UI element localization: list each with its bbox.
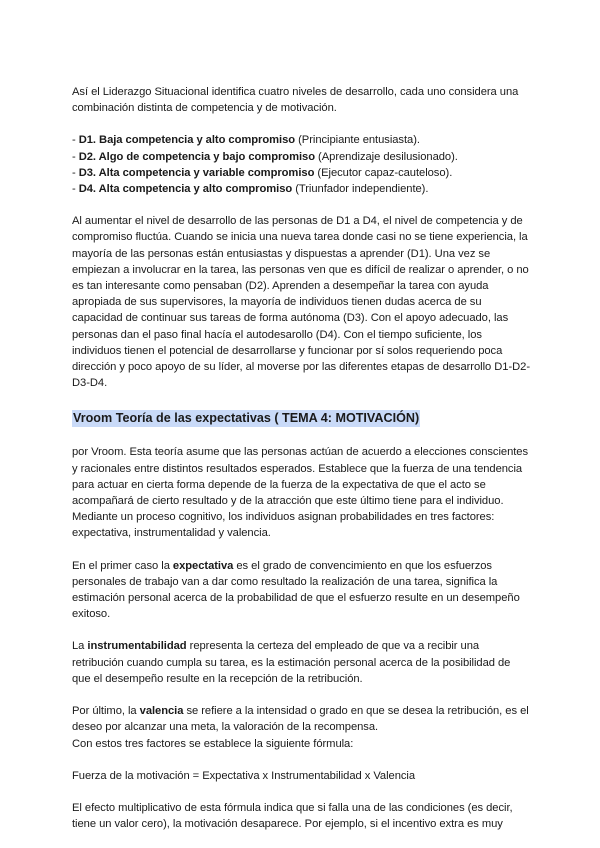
list-item: - D4. Alta competencia y alto compromiso (Triunfador independiente). [72, 183, 429, 196]
list-item: - D3. Alta competencia y variable compromiso (Ejecutor capaz-cauteloso). [72, 166, 453, 179]
paragraph-formula-intro: Con estos tres factores se establece la siguiente fórmula: [72, 737, 354, 750]
paragraph-multiplicative: El efecto multiplicativo de esta fórmula indica que si falla una de las condiciones (es decir, tiene un valor cero), la motivación desaparece. Por ejemplo, si el incentivo extra es muy [72, 801, 513, 831]
development-levels-list [72, 132, 530, 197]
formula: Fuerza de la motivación = Expectativa x Instrumentabilidad x Valencia [72, 769, 416, 782]
paragraph-vroom: por Vroom. Esta teoría asume que las personas actúan de acuerdo a elecciones conscientes y racionales entre distintos resultados esperados. Establece que la fuerza de una tendencia para actuar en cierta forma depende de la fuerza de la expectativa de que el acto se acompañará de cierto resultado y de la atracción que este último tiene para el individuo. Mediante un proceso cognitivo, los individuos asignan probabilidades en tres factores: expectativa, instrumentalidad y valencia. [72, 446, 529, 540]
list-item: - D2. Algo de competencia y bajo compromiso (Aprendizaje desilusionado). [72, 150, 458, 163]
section-heading-row [72, 409, 530, 427]
paragraph-expectativa: En el primer caso la expectativa es el grado de convencimiento en que los esfuerzos personales de trabajo van a dar como resultado la realización de una tarea, significa la estimación personal acerca de la probabilidad de que el esfuerzo resulte en un desempeño exitoso. [72, 559, 520, 621]
paragraph-development: Al aumentar el nivel de desarrollo de las personas de D1 a D4, el nivel de competencia y de compromiso fluctúa. Cuando se inicia una nueva tarea donde casi no se tiene experiencia, la mayoría de las personas están entusiastas y dispuestas a aprender (D1). Una vez se empiezan a involucrar en la tarea, las personas ven que es difícil de realizar o aprender, o no es tan interesante como pensaban (D2). Aprenden a desempeñar la tarea con ayuda apropiada de sus supervisores, la mayoría de individuos tienen dudas acerca de su capacidad de continuar sus tareas de forma autónoma (D3). Con el apoyo adecuado, las personas dan el paso final hacía el autodesarollo (D4). Con el tiempo suficiente, los individuos tienen el potencial de desarrollarse y funcionar por sí solos requeriendo poca dirección y poco apoyo de su líder, al moverse por las diferentes etapas de desarrollo D1-D2-D3-D4. [72, 215, 531, 390]
paragraph-valencia: Por último, la valencia se refiere a la intensidad o grado en que se desea la retribución, es el deseo por alcanzar una meta, la valoración de la recompensa. [72, 705, 529, 734]
list-item: - D1. Baja competencia y alto compromiso (Principiante entusiasta). [72, 134, 420, 147]
paragraph-instrumentabilidad: La instrumentabilidad representa la certeza del empleado de que va a recibir una retribución cuando cumpla su tarea, es la estimación personal acerca de la posibilidad de que el desempeño resulte en la recepción de la retribución. [72, 640, 511, 685]
paragraph-intro: Así el Liderazgo Situacional identifica cuatro niveles de desarrollo, cada uno considera una combinación distinta de competencia y de motivación. [72, 86, 519, 115]
section-heading: Vroom Teoría de las expectativas ( TEMA 4: MOTIVACIÓN) [73, 411, 420, 426]
